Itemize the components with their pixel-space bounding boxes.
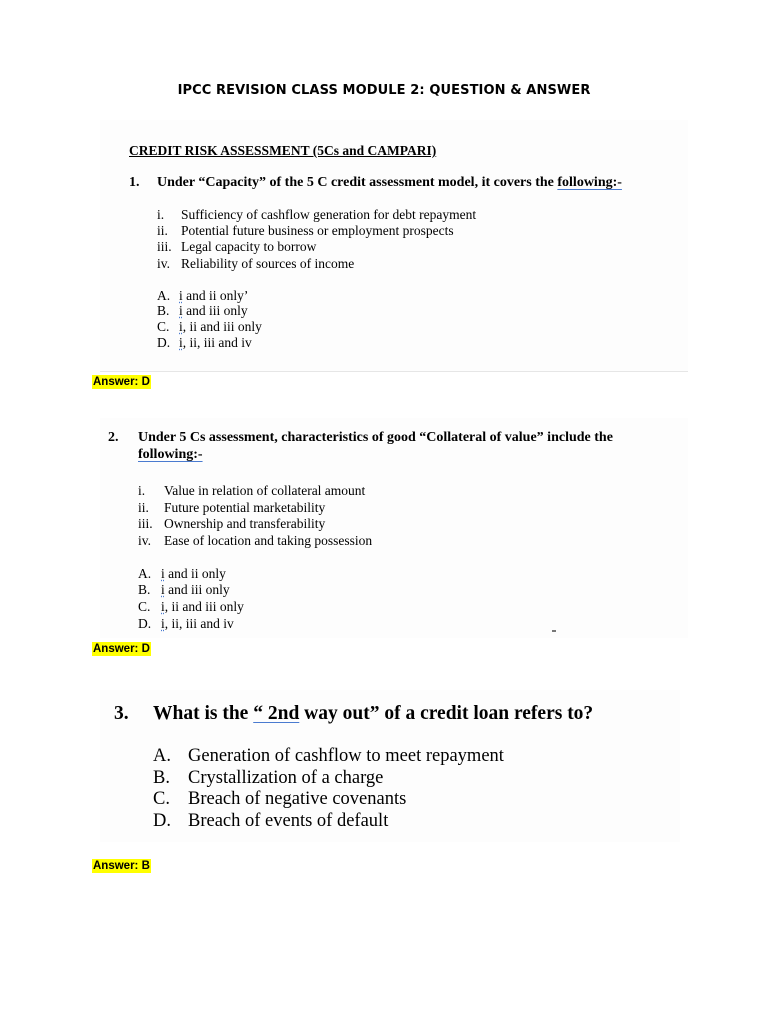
q2-item-1 — [138, 483, 365, 499]
q2-option-b-letter: B. — [138, 582, 151, 597]
q2-option-a-rest: and ii only — [164, 566, 226, 581]
q1-option-c-letter: C. — [157, 319, 170, 334]
q1-item-3 — [157, 239, 316, 255]
q1-option-d — [157, 335, 252, 351]
q2-item-2 — [138, 500, 325, 516]
q2-option-c — [138, 599, 244, 615]
q1-option-b-first: i — [179, 303, 183, 318]
question-3-text-prefix: What is the — [153, 703, 254, 724]
q1-item-2-num: ii. — [157, 223, 168, 238]
document-title: IPCC REVISION CLASS MODULE 2: QUESTION & ANSWER — [177, 83, 591, 98]
q2-option-d-letter: D. — [138, 616, 152, 631]
question-1-text — [157, 175, 622, 191]
q1-item-2-text: Potential future business or employment prospects — [181, 223, 454, 238]
q2-option-a-first: i — [161, 566, 165, 581]
q2-item-3-num: iii. — [138, 516, 153, 531]
q1-option-a — [157, 288, 248, 304]
q1-item-4 — [157, 256, 354, 272]
q2-item-4-text: Ease of location and taking possession — [164, 533, 373, 548]
q2-option-c-letter: C. — [138, 599, 151, 614]
q3-option-b — [153, 768, 383, 789]
question-3-text — [153, 703, 593, 725]
q3-option-b-letter: B. — [153, 768, 170, 788]
q3-option-c — [153, 789, 406, 810]
q3-option-d-text: Breach of events of default — [188, 811, 389, 831]
q1-option-d-letter: D. — [157, 335, 171, 350]
question-2-line-2-text: following:- — [138, 447, 203, 462]
q3-option-a — [153, 746, 504, 767]
question-1-text-link: following:- — [557, 175, 622, 190]
question-3-text-suffix: way out” of a credit loan refers to? — [299, 703, 594, 724]
q2-item-2-num: ii. — [138, 500, 149, 515]
q2-item-1-text: Value in relation of collateral amount — [164, 483, 366, 498]
q2-item-2-text: Future potential marketability — [164, 500, 326, 515]
q2-option-a — [138, 566, 226, 582]
q1-item-3-text: Legal capacity to borrow — [181, 239, 317, 254]
q3-option-c-text: Breach of negative covenants — [188, 789, 407, 809]
q3-option-b-text: Crystallization of a charge — [188, 768, 384, 788]
q3-option-d — [153, 811, 388, 832]
q1-option-b-letter: B. — [157, 303, 170, 318]
q1-item-4-num: iv. — [157, 256, 170, 271]
q2-option-d-rest: , ii, iii and iv — [164, 616, 234, 631]
q2-option-d-first: i — [161, 616, 165, 631]
q2-option-c-first: i — [161, 599, 165, 614]
q2-item-4 — [138, 533, 372, 549]
q1-option-a-first: i — [179, 288, 183, 303]
q2-item-1-num: i. — [138, 483, 146, 498]
question-2-line-1: Under 5 Cs assessment, characteristics of good “Collateral of value” include the — [138, 430, 613, 445]
question-1-text-prefix: Under “Capacity” of the 5 C credit assessment model, it covers the — [157, 175, 558, 190]
q1-item-1-num: i. — [157, 207, 165, 222]
q1-item-1-text: Sufficiency of cashflow generation for debt repayment — [181, 207, 477, 222]
question-1-divider — [100, 371, 688, 372]
question-2-number: 2. — [108, 430, 119, 445]
question-3-text-link: “ 2nd — [253, 703, 300, 724]
q2-option-d — [138, 616, 234, 632]
q1-option-c-first: i — [179, 319, 183, 334]
q1-option-b — [157, 303, 248, 319]
q2-option-b-first: i — [161, 582, 165, 597]
q2-option-b-rest: and iii only — [164, 582, 230, 597]
q2-answer: Answer: D — [93, 643, 150, 655]
question-2-line-2 — [138, 447, 203, 463]
q2-option-c-rest: , ii and iii only — [164, 599, 244, 614]
q3-option-c-letter: C. — [153, 789, 170, 809]
q1-option-c-rest: , ii and iii only — [182, 319, 262, 334]
q1-option-b-rest: and iii only — [182, 303, 248, 318]
scan-artifact-mark — [552, 630, 556, 632]
q1-item-2 — [157, 223, 454, 239]
q2-option-b — [138, 582, 230, 598]
q2-item-4-num: iv. — [138, 533, 151, 548]
q1-answer: Answer: D — [93, 376, 150, 388]
section-title: CREDIT RISK ASSESSMENT (5Cs and CAMPARI) — [129, 143, 437, 158]
q1-item-3-num: iii. — [157, 239, 172, 254]
q1-option-a-rest: and ii only’ — [182, 288, 249, 303]
q1-option-a-letter: A. — [157, 288, 171, 303]
q2-item-3-text: Ownership and transferability — [164, 516, 326, 531]
q3-option-a-letter: A. — [153, 746, 171, 766]
q3-answer: Answer: B — [93, 860, 150, 872]
q1-item-4-text: Reliability of sources of income — [181, 256, 355, 271]
q2-option-a-letter: A. — [138, 566, 152, 581]
q3-option-a-text: Generation of cashflow to meet repayment — [188, 746, 504, 766]
q3-option-d-letter: D. — [153, 811, 171, 831]
q1-item-1 — [157, 207, 476, 223]
q2-item-3 — [138, 516, 325, 532]
q1-option-d-first: i — [179, 335, 183, 350]
q1-option-c — [157, 319, 262, 335]
question-3-number: 3. — [114, 703, 129, 724]
question-1-number: 1. — [129, 175, 140, 190]
q1-option-d-rest: , ii, iii and iv — [182, 335, 252, 350]
